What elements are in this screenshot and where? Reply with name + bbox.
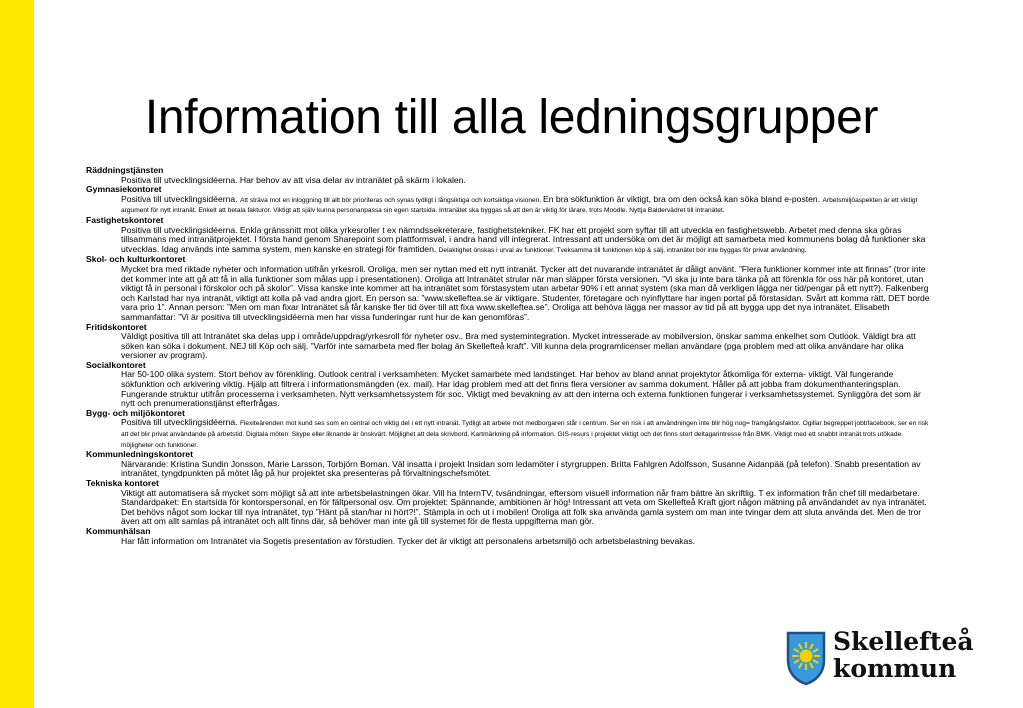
section-body xyxy=(86,176,934,186)
section-body xyxy=(86,460,934,479)
skelleftea-coat-of-arms-icon xyxy=(785,630,827,686)
section-text: Viktigt att automatisera så mycket som möjligt så att inte arbetsbelastningen ökar. Vill ha InternTV, tvsändningar, eftersom visuell information når fram bättre än skriftlig. T ex information från chef till medarbetare. Standardpaket: En startsida för kontorspersonal, en för fältpersonal osv. Om projektet: Spännande, ambitionen är hög! Intressant att veta om Skellefteå Kraft gjort någon mätning på användandet av nya intranätet. Det behövs något som lockar till nya intranätet, typ ”Hänt på stan/har ni hört?!”. Stämpla in och ut i mobilen! Oroliga att folk ska använda gamla system om man inte tvingar dem att sluta använda det. Men de tror även att om allt samlas på intranätet och allt finns där, så behöver man inte gå till systemet för de flesta uppgifterna man gör. xyxy=(121,487,927,527)
section-text: Positiva till utvecklingsidéerna. xyxy=(121,417,240,428)
logo-line-1: Skellefteå xyxy=(833,627,974,656)
slide-title: Information till alla ledningsgrupper xyxy=(144,91,879,144)
section-heading: Socialkontoret xyxy=(86,359,146,370)
section-body xyxy=(86,332,934,361)
section-heading: Kommunledningskontoret xyxy=(86,449,193,460)
section xyxy=(86,255,934,322)
section xyxy=(86,323,934,361)
section-text: Närvarande: Kristina Sundin Jonsson, Marie Larsson, Torbjörn Boman. Väl insatta i projekt Insidan som ledamöter i styrgruppen. Britta Fahlgren Adolfsson, Susanne Aidanpää (på telefon). Snabb presentation av intranätet, tyngdpunkten på mötet låg på hur projektet ska presenteras på förvaltningschefsmötet. xyxy=(121,458,921,479)
section-body xyxy=(86,226,934,256)
section-heading: Räddningstjänsten xyxy=(86,165,164,175)
section-body xyxy=(86,418,934,450)
section xyxy=(86,479,934,527)
section-text: Positiva till utvecklingsidéerna. Har behov av att visa delar av intranätet på skärm i lokalen. xyxy=(121,174,466,185)
section-note-text: Delaktighet önskas i urval av funktioner. Tveksamma till funktionen köp & sälj, intranätet bör inte byggas för privat användning. xyxy=(438,246,807,254)
section-text: Väldigt positiva till att Intranätet ska delas upp i område/uppdrag/yrkesroll för nyheter osv.. Bra med systemintegration. Mycket intresserade av mobilversion, önskar samma enkelhet som Outlook. Väldigt bra att söken kan söka i dokument. NEJ till Köp och sälj. ”Varför inte samarbeta med fler bolag än Skellefteå kraft”. Vill kunna dela programlicenser mellan användare (pga problem med att olika användare har olika versioner av program). xyxy=(121,331,916,361)
section-note-text: Att sträva mot en inloggning till allt bör prioriteras och synas tydligt i långsiktiga och kortsiktiga visionen. xyxy=(239,196,544,204)
skelleftea-kommun-logo xyxy=(785,627,974,688)
section xyxy=(86,527,934,546)
section-text: En bra sökfunktion är viktigt, bra om den också kan söka bland e-posten. xyxy=(543,193,823,204)
section-text: Har fått information om Intranätet via Sogetis presentation av förstudien. Tycker det är viktigt att personalens arbetsmiljö och arbetsbelastning bevakas. xyxy=(121,535,696,546)
section-body xyxy=(86,195,934,216)
section xyxy=(86,185,934,216)
section xyxy=(86,450,934,479)
section-heading: Gymnasiekontoret xyxy=(86,184,162,195)
logo-line-2: kommun xyxy=(833,654,957,683)
section-body xyxy=(86,489,934,527)
section-heading: Tekniska kontoret xyxy=(86,478,159,488)
section-body xyxy=(86,265,934,323)
section-note-text: Flexiteärenden mot kund ses som en central och viktig del i ett nytt intranät. Tydligt att arbete mot medborgaren står i centrum. Ser en risk i att användningen inte blir hög nog= framgångsfaktor. Ogillar begreppet jobbfacebook, ser en risk att det blir privat användande på arbetstid. Digitala möten: Skype eller liknande är önskvärt. Möjlighet att dela skrivbord. Kartmärkning på information. GIS-resurs i projektet viktigt och det finns stort deltagarintresse från BMK. Viktigt med ett snabbt intranät trots utökade möjligheter och funktioner. xyxy=(121,420,929,449)
section-heading: Kommunhälsan xyxy=(86,525,151,536)
section xyxy=(86,216,934,255)
slide-content xyxy=(86,166,934,546)
section xyxy=(86,409,934,450)
section-text: Positiva till utvecklingsidéerna. xyxy=(121,193,240,204)
section-body xyxy=(86,370,934,408)
section-heading: Fritidskontoret xyxy=(86,321,147,332)
section xyxy=(86,361,934,409)
section-heading: Bygg- och miljökontoret xyxy=(86,407,185,418)
section-heading: Fastighetskontoret xyxy=(86,214,164,225)
section-text: Har 50-100 olika system. Stort behov av förenkling. Outlook central i verksamheten. Mycket samarbete med landstinget. Har behov av bland annat projektytor åtkomliga för externa- viktigt. Väl fungerande sökfunktion och arkivering viktig. Hjälp att filtrera i informationsmängden (ex. mail). Har idag problem med att det finns flera versioner av samma dokument. Håller på att jobba fram dokumenthanteringsplan. Fungerande struktur utifrån processerna i verksamheten. Nytt verksamhetssystem för soc. Viktigt med bevakning av att den interna och externa funktionen fungerar i verksamhetssystemet. Synliggöra det som är nytt och prenumerationstjänst efterfrågas. xyxy=(121,369,921,409)
section xyxy=(86,166,934,185)
section-text: Mycket bra med riktade nyheter och information utifrån yrkesroll. Oroliga, men ser nyttan med ett nytt intranät. Tycker att det nuvarande intranätet är dåligt använt. ”Flera funktioner kommer inte att finnas” (tror inte det kommer inte att gå att få in alla funktioner som målas upp i presentationen). Oroliga att Intranätet strular när man släpper första versionen. ”Vi ska ju inte bara tänka på att förenkla för oss här på kontoret, utan viktigt få in personal i förskolor och på skolor”. Vissa kanske inte kommer att ha intranätet som förstasystem utan arbetar 90% i ett annat system (ska man då verkligen lägga ner tid/pengar på ett nytt?). Falkenberg och Karlstad har nya intranät, viktigt att kolla på vad andra gjort. En person sa: ”www.skelleftea.se är viktigare. Studenter, företagare och nyinflyttare har ingen portal på förstasidan. Svårt att komma rätt. DET borde vara prio 1”. Annan person: ”Men om man fixar Intranätet så får kanske fler tid över till att fixa www.skelleftea.se”. Oroliga att behöva lägga ner massor av tid på att bygga upp det nya intranätet. Elisabeth sammanfattar: ”Vi är positiva till utvecklingsidéerna men har vissa funderingar runt hur de kan genomföras”. xyxy=(121,263,930,322)
section-heading: Skol- och kulturkontoret xyxy=(86,254,186,265)
section-note-text: Arbetsmiljöaspekten är ett viktigt argument för nytt intranät. Enkelt att betala fakturor. Viktigt att själv kunna personanpassa sin egen startsida. Intranätet ska byggas så att den är viktig för lärare, trots Moodle. Nyttja Baldervädret till intranätet. xyxy=(121,196,918,215)
section-body xyxy=(86,537,934,547)
logo-wordmark xyxy=(833,628,974,682)
section-text: Positiva till utvecklingsidéerna. Enkla gränssnitt mot olika yrkesroller t ex nämndssekreterare, fastighetstekniker. FK har ett projekt som syftar till att utveckla en fastighetswebb. Arbetet med denna ska göras tillsammans med intranätprojektet. I första hand genom Sharepoint som plattformsval, i andra hand vill integrerat. Intressant att undersöka om det är möjligt att samarbeta med kommunens bolag då funktioner ska utvecklas. Idag används inte samma system, men kanske en strategi för framtiden. xyxy=(121,224,926,254)
